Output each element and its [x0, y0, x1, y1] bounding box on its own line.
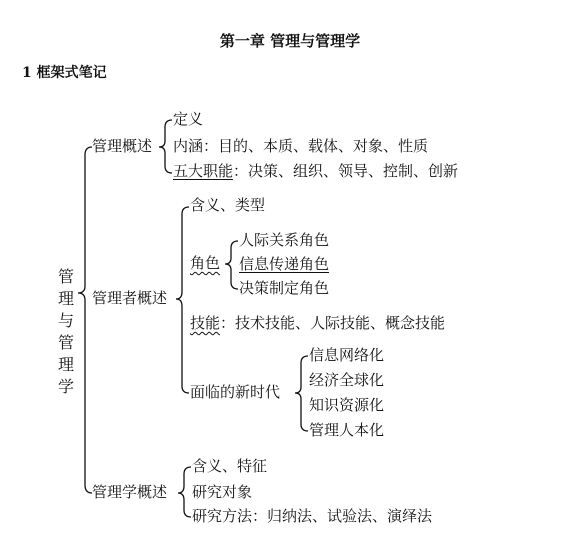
new-era-item: 知识资源化	[309, 396, 385, 414]
functions-label: 五大职能	[173, 162, 234, 180]
skill-label: 技能	[190, 314, 221, 332]
new-era-item: 信息网络化	[309, 346, 385, 364]
new-era-item: 经济全球化	[309, 371, 385, 389]
new-era-item: 管理人本化	[309, 421, 385, 439]
skill-list: ：技术技能、人际技能、概念技能	[220, 314, 446, 332]
manager-new-era: 面临的新时代	[190, 383, 281, 401]
manager-meaning: 含义、类型	[190, 196, 266, 214]
branch-overview: 管理概述	[92, 137, 153, 155]
functions-list: ：决策、组织、领导、控制、创新	[233, 162, 459, 180]
role-item: 决策制定角色	[239, 279, 330, 297]
branch-science: 管理学概述	[92, 483, 168, 501]
science-meaning: 含义、特征	[192, 457, 268, 475]
root-label: 管 理 与 管 理 学	[57, 267, 74, 396]
role-item: 人际关系角色	[239, 231, 330, 249]
role-item: 信息传递角色	[239, 255, 330, 273]
branch-manager: 管理者概述	[92, 289, 168, 307]
section-title: 1 框架式笔记	[22, 65, 107, 81]
science-object: 研究对象	[192, 483, 253, 501]
science-method: 研究方法：归纳法、试验法、演绎法	[192, 507, 433, 525]
overview-definition: 定义	[173, 110, 204, 128]
overview-functions	[173, 164, 458, 179]
manager-role-label: 角色	[190, 254, 221, 272]
overview-connotation: 内涵：目的、本质、载体、对象、性质	[173, 137, 429, 155]
chapter-title: 第一章 管理与管理学	[219, 32, 361, 50]
manager-skill	[190, 316, 445, 331]
